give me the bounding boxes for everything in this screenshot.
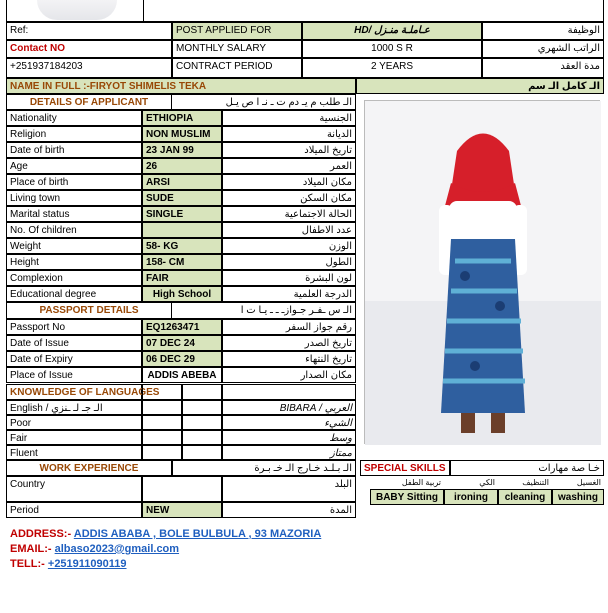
- post-label: POST APPLIED FOR: [172, 22, 302, 40]
- passport-row-value: ADDIS ABEBA: [142, 367, 222, 383]
- applicant-row-value: SINGLE: [142, 206, 222, 222]
- applicant-row-label: Complexion: [6, 270, 142, 286]
- salary-value: 1000 S R: [302, 40, 482, 58]
- passport-row-ar: تاريخ النتهاء: [222, 351, 356, 367]
- tel-value[interactable]: +251911090119: [47, 558, 127, 570]
- applicant-row-value: 158- CM: [142, 254, 222, 270]
- skill-item: ironing: [444, 489, 498, 505]
- applicant-row-ar: الحالة الاجتماعية: [222, 206, 356, 222]
- language-row-ar: العربي / BIBARA: [222, 400, 356, 415]
- language-row-english-level: [142, 415, 182, 430]
- passport-row-value: 07 DEC 24: [142, 335, 222, 351]
- applicant-row-ar: تاريخ الميلاد: [222, 142, 356, 158]
- applicant-row-value: 58- KG: [142, 238, 222, 254]
- country-ar: البلد: [222, 476, 356, 502]
- language-row-ar: وسط: [222, 430, 356, 445]
- applicant-row-value: FAIR: [142, 270, 222, 286]
- country-label: Country: [6, 476, 142, 502]
- passport-row-ar: رقم جواز السفر: [222, 319, 356, 335]
- work-title: WORK EXPERIENCE: [6, 460, 172, 476]
- applicant-row-label: Age: [6, 158, 142, 174]
- post-value: HD/ عـاملـة منـزل: [302, 22, 482, 40]
- language-row-arabic-level: [182, 430, 222, 445]
- applicant-row-label: Date of birth: [6, 142, 142, 158]
- post-ar: الوظيفة: [482, 22, 604, 40]
- email-label: EMAIL:-: [10, 543, 52, 555]
- language-row-label: English / الـ جـ لـ ـنزي: [6, 400, 142, 415]
- email-value[interactable]: albaso2023@gmail.com: [54, 543, 180, 555]
- salary-ar: الراتب الشهري: [482, 40, 604, 58]
- skill-ar-item: التنظيف: [522, 478, 549, 487]
- language-row-english-level: [142, 445, 182, 460]
- skill-item: washing: [552, 489, 604, 505]
- contact-number: +251937184203: [6, 58, 172, 78]
- cropped-photo-top: [37, 0, 117, 20]
- passport-row-label: Date of Issue: [6, 335, 142, 351]
- skill-item: BABY Sitting: [370, 489, 444, 505]
- full-name: NAME IN FULL :-FIRYOT SHIMELIS TEKA: [6, 78, 356, 94]
- languages-title: KNOWLEDGE OF LANGUAGES: [6, 384, 142, 400]
- passport-row-ar: مكان الصدار: [222, 367, 356, 383]
- applicant-row-ar: الطول: [222, 254, 356, 270]
- applicant-row-value: ARSI: [142, 174, 222, 190]
- applicant-row-ar: لون البشرة: [222, 270, 356, 286]
- ref-label: Ref:: [6, 22, 172, 40]
- contract-ar: مدة العقد: [482, 58, 604, 78]
- applicant-row-ar: الوزن: [222, 238, 356, 254]
- applicant-row-value: NON MUSLIM: [142, 126, 222, 142]
- passport-title: PASSPORT DETAILS: [6, 302, 172, 319]
- language-row-english-level: [142, 430, 182, 445]
- applicant-row-label: Nationality: [6, 110, 142, 126]
- applicant-title: DETAILS OF APPLICANT: [6, 94, 172, 110]
- skill-ar-item: تربية الطفل: [401, 478, 441, 487]
- applicant-row-label: No. Of children: [6, 222, 142, 238]
- applicant-row-label: Living town: [6, 190, 142, 206]
- period-label: Period: [6, 502, 142, 518]
- address-line: [10, 528, 321, 540]
- passport-title-ar: الـ س ـفـر جـوازـ ـ ـ يـا ت ا: [172, 302, 356, 319]
- applicant-row-value: [142, 222, 222, 238]
- contact-label: Contact NO: [6, 40, 172, 58]
- applicant-row-value: 23 JAN 99: [142, 142, 222, 158]
- applicant-row-ar: العمر: [222, 158, 356, 174]
- skill-ar-item: الغسيل: [576, 478, 601, 487]
- applicant-row-value: ETHIOPIA: [142, 110, 222, 126]
- applicant-row-label: Weight: [6, 238, 142, 254]
- language-row-arabic-level: [182, 400, 222, 415]
- tel-label: TELL:-: [10, 558, 45, 570]
- language-row-label: Fair: [6, 430, 142, 445]
- address-label: ADDRESS:-: [10, 528, 72, 540]
- skills-title: SPECIAL SKILLS: [360, 460, 450, 476]
- period-ar: المدة: [222, 502, 356, 518]
- applicant-row-ar: مكان السكن: [222, 190, 356, 206]
- applicant-photo: [364, 100, 600, 444]
- passport-row-label: Date of Expiry: [6, 351, 142, 367]
- applicant-row-ar: عدد الاطفال: [222, 222, 356, 238]
- person-illustration: [365, 101, 601, 445]
- applicant-row-ar: الدرجة العلمية: [222, 286, 356, 302]
- applicant-row-ar: مكان الميلاد: [222, 174, 356, 190]
- passport-row-ar: تاريخ الصدر: [222, 335, 356, 351]
- skill-ar-item: الكي: [479, 478, 495, 487]
- skills-title-ar: خـا صة مهارات: [450, 460, 604, 476]
- full-name-ar: الـ كامل الـ سم: [356, 78, 604, 94]
- passport-row-label: Passport No: [6, 319, 142, 335]
- applicant-row-value: High School: [142, 286, 222, 302]
- passport-row-label: Place of Issue: [6, 367, 142, 383]
- applicant-row-ar: الديانة: [222, 126, 356, 142]
- skill-item: cleaning: [498, 489, 552, 505]
- contract-label: CONTRACT PERIOD: [172, 58, 302, 78]
- tel-line: [10, 558, 127, 570]
- email-line: [10, 543, 179, 555]
- contract-value: 2 YEARS: [302, 58, 482, 78]
- work-title-ar: الـ بـلـد خـارج الـ خـ بـرة: [172, 460, 356, 476]
- applicant-row-label: Place of birth: [6, 174, 142, 190]
- language-row-label: Fluent: [6, 445, 142, 460]
- applicant-title-ar: الـ طلب م يـ دم ت ـ نـ ا ص يـل: [172, 94, 356, 110]
- language-row-label: Poor: [6, 415, 142, 430]
- language-row-ar: ممتاز: [222, 445, 356, 460]
- period-value: NEW: [142, 502, 222, 518]
- applicant-row-value: 26: [142, 158, 222, 174]
- applicant-row-label: Educational degree: [6, 286, 142, 302]
- applicant-row-label: Marital status: [6, 206, 142, 222]
- language-row-arabic-level: [182, 415, 222, 430]
- language-row-english-level: [142, 400, 182, 415]
- address-value[interactable]: ADDIS ABABA , BOLE BULBULA , 93 MAZORIA: [73, 528, 322, 540]
- salary-label: MONTHLY SALARY: [172, 40, 302, 58]
- language-row-arabic-level: [182, 445, 222, 460]
- top-photo-strip: [6, 0, 604, 22]
- applicant-row-value: SUDE: [142, 190, 222, 206]
- applicant-row-label: Height: [6, 254, 142, 270]
- passport-row-value: 06 DEC 29: [142, 351, 222, 367]
- language-row-ar: الشيء: [222, 415, 356, 430]
- passport-row-value: EQ1263471: [142, 319, 222, 335]
- applicant-row-ar: الجنسية: [222, 110, 356, 126]
- applicant-row-label: Religion: [6, 126, 142, 142]
